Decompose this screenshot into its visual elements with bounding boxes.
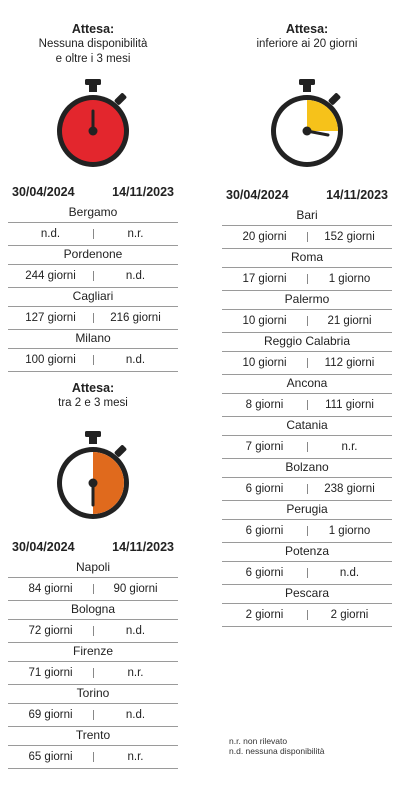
value-separator: [307, 484, 308, 494]
city-name: Bologna: [8, 600, 178, 620]
stopwatch-yellow-icon: [265, 77, 349, 169]
value-2024: 6 giorni: [245, 525, 284, 537]
group-red-heading: [8, 22, 178, 67]
value-2024: 6 giorni: [245, 567, 284, 579]
value-separator: [307, 526, 308, 536]
group-orange-heading: [8, 381, 178, 411]
city-values: [222, 478, 392, 501]
group-yellow-subtitle: inferiore ai 20 giorni: [256, 38, 358, 50]
city-row: [222, 332, 392, 374]
city-name: Potenza: [222, 542, 392, 562]
group-red-date-new: 30/04/2024: [12, 185, 75, 199]
city-row: [222, 542, 392, 584]
group-yellow-dates: [222, 188, 392, 204]
group-yellow-heading: [222, 22, 392, 52]
value-2023: 111 giorni: [325, 399, 374, 411]
value-separator: [93, 229, 94, 239]
city-row: [222, 206, 392, 248]
value-2024: 71 giorni: [28, 667, 73, 679]
value-2024: 100 giorni: [25, 354, 76, 366]
group-yellow-rows: [222, 206, 392, 626]
value-2024: 17 giorni: [242, 273, 287, 285]
value-separator: [93, 313, 94, 323]
value-separator: [307, 316, 308, 326]
value-separator: [93, 626, 94, 636]
city-values: [222, 520, 392, 543]
value-2023: 2 giorni: [330, 609, 369, 621]
value-2023: 90 giorni: [113, 583, 158, 595]
group-yellow-title: Attesa:: [285, 22, 329, 36]
city-name: Firenze: [8, 642, 178, 662]
group-yellow: [222, 22, 392, 626]
value-separator: [93, 752, 94, 762]
value-2023: n.d.: [125, 270, 146, 282]
value-separator: [307, 442, 308, 452]
city-values: [8, 307, 178, 330]
city-name: Trento: [8, 726, 178, 746]
value-2024: 69 giorni: [28, 709, 73, 721]
city-values: [8, 704, 178, 727]
value-2024: 6 giorni: [245, 483, 284, 495]
city-values: [222, 436, 392, 459]
city-name: Bari: [222, 206, 392, 226]
city-row: [222, 374, 392, 416]
value-2024: 7 giorni: [245, 441, 284, 453]
city-name: Bergamo: [8, 203, 178, 223]
city-values: [8, 746, 178, 769]
city-name: Cagliari: [8, 287, 178, 307]
city-row: [222, 248, 392, 290]
city-row: [222, 458, 392, 500]
city-name: Ancona: [222, 374, 392, 394]
value-2024: 72 giorni: [28, 625, 73, 637]
group-red-subtitle-1: Nessuna disponibilità: [38, 38, 148, 50]
value-2024: 84 giorni: [28, 583, 73, 595]
value-2023: n.r.: [127, 228, 144, 240]
group-orange-title: Attesa:: [71, 381, 115, 395]
value-separator: [307, 274, 308, 284]
city-row: [8, 600, 178, 642]
value-2023: 238 giorni: [324, 483, 375, 495]
stopwatch-orange-icon: [51, 429, 135, 521]
group-orange-date-old: 14/11/2023: [112, 540, 174, 554]
value-2023: n.r.: [341, 441, 358, 453]
stopwatch-red-icon: [51, 77, 135, 169]
value-2023: n.r.: [127, 751, 144, 763]
city-values: [222, 562, 392, 585]
value-2023: n.d.: [125, 625, 146, 637]
city-row: [8, 684, 178, 726]
value-2023: 152 giorni: [324, 231, 375, 243]
city-values: [222, 394, 392, 417]
value-2023: n.d.: [339, 567, 360, 579]
legend-nd: n.d. nessuna disponibilità: [229, 746, 325, 756]
value-separator: [307, 610, 308, 620]
city-values: [222, 268, 392, 291]
city-values: [222, 604, 392, 627]
city-name: Torino: [8, 684, 178, 704]
value-separator: [93, 584, 94, 594]
city-row: [8, 287, 178, 329]
city-values: [222, 310, 392, 333]
city-name: Milano: [8, 329, 178, 349]
city-row: [222, 416, 392, 458]
city-row: [222, 584, 392, 626]
group-red-subtitle-2: e oltre i 3 mesi: [55, 53, 131, 65]
value-2023: n.r.: [127, 667, 144, 679]
value-2023: n.d.: [125, 709, 146, 721]
value-2024: 10 giorni: [242, 357, 287, 369]
value-separator: [307, 400, 308, 410]
group-orange-subtitle: tra 2 e 3 mesi: [58, 397, 128, 409]
legend: [229, 736, 324, 756]
city-name: Roma: [222, 248, 392, 268]
value-2024: 127 giorni: [25, 312, 76, 324]
city-values: [8, 578, 178, 601]
city-values: [222, 226, 392, 249]
group-red: [8, 22, 178, 371]
city-name: Perugia: [222, 500, 392, 520]
value-separator: [93, 355, 94, 365]
city-values: [8, 265, 178, 288]
value-2024: 65 giorni: [28, 751, 73, 763]
value-2024: 8 giorni: [245, 399, 284, 411]
city-values: [8, 662, 178, 685]
city-name: Napoli: [8, 558, 178, 578]
city-row: [8, 642, 178, 684]
value-2023: 21 giorni: [327, 315, 372, 327]
legend-nr: n.r. non rilevato: [229, 736, 288, 746]
group-orange-date-new: 30/04/2024: [12, 540, 75, 554]
city-row: [8, 245, 178, 287]
value-separator: [93, 668, 94, 678]
group-orange-dates: [8, 540, 178, 556]
city-name: Palermo: [222, 290, 392, 310]
city-values: [222, 352, 392, 375]
group-red-date-old: 14/11/2023: [112, 185, 174, 199]
group-red-dates: [8, 185, 178, 201]
group-yellow-date-new: 30/04/2024: [226, 188, 289, 202]
city-name: Reggio Calabria: [222, 332, 392, 352]
city-row: [8, 726, 178, 768]
value-separator: [93, 710, 94, 720]
value-separator: [93, 271, 94, 281]
value-2023: 1 giorno: [328, 525, 371, 537]
group-orange-rows: [8, 558, 178, 768]
group-orange: [8, 381, 178, 768]
city-row: [222, 290, 392, 332]
city-name: Catania: [222, 416, 392, 436]
value-2023: 1 giorno: [328, 273, 371, 285]
value-2023: 216 giorni: [110, 312, 161, 324]
value-2024: n.d.: [40, 228, 61, 240]
value-2024: 2 giorni: [245, 609, 284, 621]
city-values: [8, 620, 178, 643]
group-red-rows: [8, 203, 178, 371]
value-2023: n.d.: [125, 354, 146, 366]
value-2024: 244 giorni: [25, 270, 76, 282]
value-separator: [307, 358, 308, 368]
value-2023: 112 giorni: [324, 357, 375, 369]
value-separator: [307, 232, 308, 242]
city-values: [8, 349, 178, 372]
city-name: Pescara: [222, 584, 392, 604]
group-red-title: Attesa:: [71, 22, 115, 36]
city-row: [8, 558, 178, 600]
value-separator: [307, 568, 308, 578]
city-name: Pordenone: [8, 245, 178, 265]
group-yellow-date-old: 14/11/2023: [326, 188, 388, 202]
city-values: [8, 223, 178, 246]
city-row: [8, 203, 178, 245]
value-2024: 10 giorni: [242, 315, 287, 327]
city-row: [8, 329, 178, 371]
city-row: [222, 500, 392, 542]
value-2024: 20 giorni: [242, 231, 287, 243]
city-name: Bolzano: [222, 458, 392, 478]
